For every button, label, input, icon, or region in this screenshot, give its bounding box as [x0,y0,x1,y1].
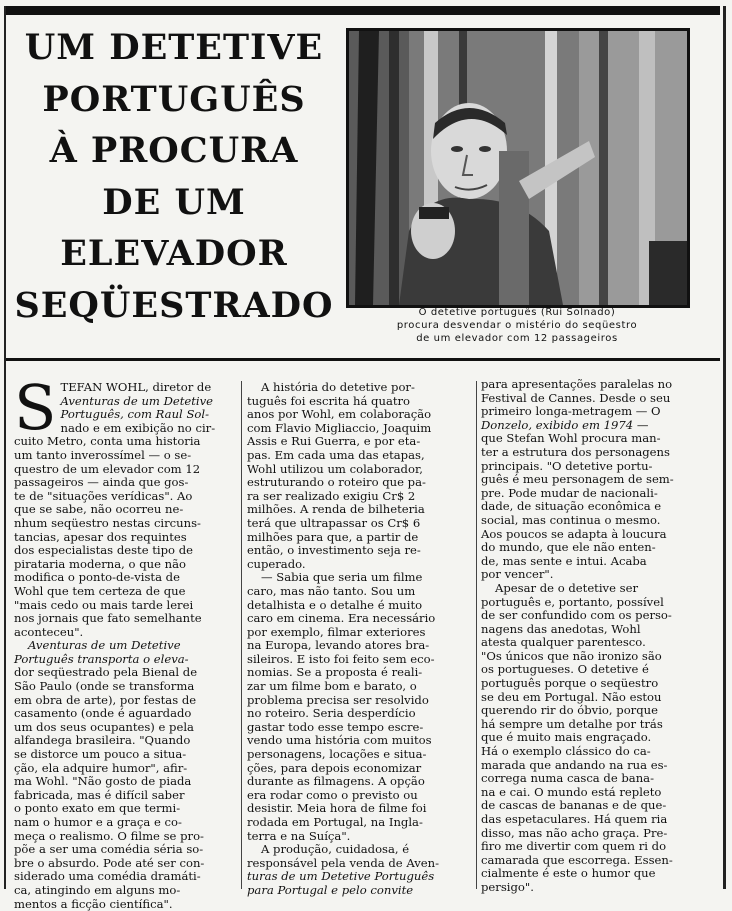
caption-line: procura desvendar o mistério do seqüestro [396,320,638,331]
article-line: português porque o seqüestro [481,676,659,691]
article-line: dade, de situação econômica e [481,499,662,514]
article-line: zar um filme bom e barato, o [247,679,417,694]
article-line: português e, portanto, possível [481,594,664,609]
article-line: pas. Em cada uma das etapas, [247,447,425,462]
column-rule [241,381,242,889]
article-line: passageiros — ainda que gos- [14,475,189,490]
article-line: aconteceu". [14,624,84,639]
article-line: São Paulo (onde se transforma [14,679,195,694]
article-line: responsável pela venda de Aven- [247,855,440,870]
article-line: um dos seus ocupantes) e pela [14,719,194,734]
article-line: meça o realismo. O filme se pro- [14,828,204,843]
article-line: principais. "O detetive portu- [481,458,653,473]
article-line: dor seqüestrado pela Bienal de [14,665,198,680]
article-line: gastar todo esse tempo escre- [247,719,424,734]
article-line: os portugueses. O detetive é [481,662,649,677]
article-line: questro de um elevador com 12 [14,461,201,476]
article-line: Aventuras de um Detetive [60,393,214,408]
drop-cap: S [14,371,57,444]
article-line: alfandega brasileira. "Quando [14,733,191,748]
article-line: disso, mas não acho graça. Pre- [481,825,668,840]
article-line: te de "situações verídicas". Ao [14,488,193,503]
article-line: vendo uma história com muitos [247,733,432,748]
article-line: estruturando o roteiro que pa- [247,475,426,490]
article-line: que se sabe, não ocorreu ne- [14,502,184,517]
article-line: siderado uma comédia dramáti- [14,869,201,884]
article-column-3 [481,377,719,894]
article-line: dos especialistas deste tipo de [14,543,193,558]
caption-line: de um elevador com 12 passageiros [416,333,618,344]
article-column-1 [14,371,236,911]
top-rule [6,6,720,15]
article-line: casamento (onde é aguardado [14,706,192,721]
article-line: modifica o ponto-de-vista de [14,570,180,585]
article-line: "mais cedo ou mais tarde lerei [14,597,194,612]
article-line: Wohl utilizou um colaborador, [247,461,423,476]
article-line: Aventuras de um Detetive [28,638,181,653]
article-line: anos por Wohl, em colaboração [247,407,432,422]
article-line: cuito Metro, conta uma historia [14,434,201,449]
article-line: mentos a ficção científica". [14,896,173,911]
caption-line: O detetive português (Rui Solnado) [418,307,616,318]
article-line: nagens das anedotas, Wohl [481,621,641,636]
article-line: ma Wohl. "Não gosto de piada [14,774,192,789]
article-line: desistir. Meia hora de filme foi [247,801,427,816]
article-line: personagens, locações e situa- [247,747,427,762]
article-line: ção, ela adquire humor", afir- [14,760,188,775]
headline-line: ELEVADOR [60,233,288,274]
article-line: milhões para que, a partir de [247,529,419,544]
article-line: ções, para depois economizar [247,760,422,775]
article-line: por exemplo, filmar exteriores [247,624,426,639]
article-line: marada que andando na rua es- [481,757,668,772]
article-column-2 [247,380,471,897]
article-line: tuguês foi escrita há quatro [247,393,411,408]
article-line: Donzelo, exibido em 1974 — [481,417,649,432]
article-line: A história do detetive por- [261,380,415,394]
page-border-left [4,6,6,889]
article-line: A produção, cuidadosa, é [261,842,410,857]
article-line: para apresentações paralelas no [481,377,673,391]
article-line: problema precisa ser resolvido [247,692,429,707]
article-line: um tanto inverossímel — o se- [14,447,192,462]
article-line: terá que ultrapassar os Cr$ 6 [247,515,421,530]
article-line: fabricada, mas é difícil saber [14,787,185,802]
article-line: pirataria moderna, o que não [14,556,187,571]
article-line: põe a ser uma comédia séria so- [14,842,204,857]
article-line: Há o exemplo clássico do ca- [481,744,651,759]
article-line: rodada em Portugal, na Ingla- [247,815,423,829]
article-line: com Flavio Migliaccio, Joaquim [247,420,432,435]
article-line: nos jornais que fato semelhante [14,611,202,626]
article-line: milhões. A renda de bilheteria [247,502,425,517]
article-line: persigo". [481,879,534,894]
article-line: cialmente é este o humor que [481,866,656,881]
article-line: guês é meu personagem de sem- [481,472,674,487]
article-line: por vencer". [481,567,554,582]
article-line: cuperado. [247,556,306,571]
page-border-right [723,6,726,889]
article-line: Português, com Raul Sol- [60,407,210,422]
detective-photo [346,28,690,308]
article-line: de ser confundido com os perso- [481,608,672,623]
headline-line: SEQÜESTRADO [14,284,334,326]
article-line: ca, atingindo em alguns mo- [14,882,181,897]
article-line: nhum seqüestro nestas circuns- [14,515,201,530]
article-line: camarada que escorrega. Essen- [481,852,673,867]
article-line: primeiro longa-metragem — O [481,404,661,419]
article-line: caro em cinema. Era necessário [247,611,436,626]
article-line: das espetaculares. Há quem ria [481,812,668,826]
article-line: pre. Pode mudar de nacionali- [481,485,658,500]
article-line: nado e em exibição no cir- [60,420,216,435]
headline-line: DE UM [102,181,246,223]
article-line: de cascas de bananas e de que- [481,798,667,813]
article-line: bre o absurdo. Pode até ser con- [14,855,205,870]
article-line: detalhista e o detalhe é muito [247,597,423,612]
article-line: nomias. Se a proposta é reali- [247,665,423,680]
article-line: caro, mas não tanto. Sou um [247,583,416,598]
article-line: Aos poucos se adapta à loucura [481,526,667,541]
article-line: atesta qualquer parentesco. [481,635,646,650]
article-line: sileiros. E isto foi feito sem eco- [247,651,435,666]
article-line: para Portugal e pelo convite [247,882,414,897]
article-line: do mundo, que ele não enten- [481,540,656,555]
article-line: no roteiro. Seria desperdício [247,706,416,721]
article-line: Português transporta o eleva- [14,651,189,666]
article-line: social, mas continua o mesmo. [481,512,661,527]
article-line: ter a estrutura dos personagens [481,444,670,459]
article-line: ra ser realizado exigiu Cr$ 2 [247,488,416,503]
article-line: terra e na Suíça". [247,828,351,843]
column-rule [476,381,477,889]
article-line: na Europa, levando atores bra- [247,638,430,653]
article-line: Festival de Cannes. Desde o seu [481,390,671,405]
article-line: Assis e Rui Guerra, e por eta- [247,434,421,449]
article-line: se distorce um pouco a situa- [14,747,187,762]
headline-line: À PROCURA [49,130,299,171]
article-line: firo me divertir com quem ri do [481,839,667,854]
article-line: querendo rir do óbvio, porque [481,703,658,718]
section-rule [6,358,720,361]
article-line: correga numa casca de bana- [481,771,655,786]
article-line: turas de um Detetive Português [247,869,435,884]
article-line: "Os únicos que não ironizo são [481,648,662,663]
headline-line: PORTUGUÊS [42,78,306,120]
article-line: que é muito mais engraçado. [481,730,652,745]
article-line: então, o investimento seja re- [247,543,421,558]
article-line: de, mas sente e intui. Acaba [481,553,647,568]
article-line: que Stefan Wohl procura man- [481,431,661,446]
article-line: em obra de arte), por festas de [14,692,197,707]
article-line: era rodar como o previsto ou [247,787,418,802]
article-line: o ponto exato em que termi- [14,801,181,816]
article-line: — Sabia que seria um filme [261,570,423,585]
article-line: TEFAN WOHL, diretor de [60,380,212,394]
detective-photo-image [349,31,687,305]
article-line: há sempre um detalhe por trás [481,716,663,731]
headline [10,22,338,331]
photo-caption [350,306,684,345]
article-line: Wohl que tem certeza de que [14,583,186,598]
article-line: se deu em Portugal. Não estou [481,689,662,704]
article-line: durante as filmagens. A opção [247,774,425,789]
article-line: na e cai. O mundo está repleto [481,784,662,799]
article-line: Apesar de o detetive ser [495,580,638,595]
article-line: nam o humor e a graça e co- [14,815,182,829]
headline-line: UM DETETIVE [24,27,324,68]
article-line: tancias, apesar dos requintes [14,529,187,544]
